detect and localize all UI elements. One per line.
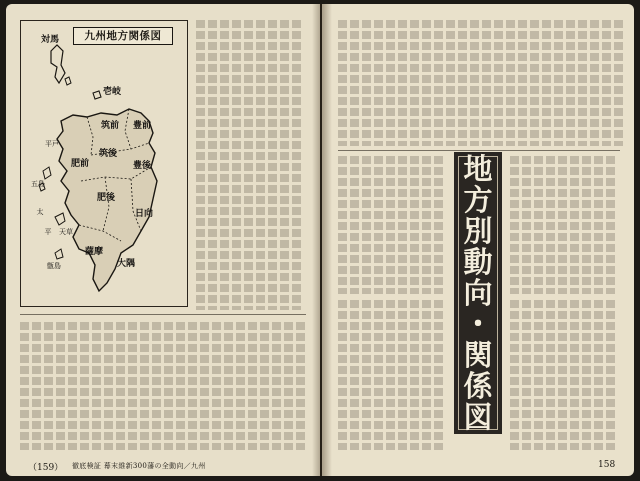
map-label-iki: 壱岐 [103, 87, 122, 97]
section-header-char: 地 [463, 151, 493, 186]
map-label-hirado: 平戸 [45, 140, 59, 148]
upper-right-text-block [338, 20, 622, 146]
kyushu-map [20, 20, 188, 307]
section-header-char: ・ [463, 306, 493, 341]
map-label-tsushima: 対馬 [41, 35, 60, 45]
section-header-char: 関 [463, 337, 493, 372]
map-label-osumi: 大隅 [117, 259, 136, 269]
map-label-chikugo: 筑後 [99, 149, 118, 159]
map-label-koshikijima: 甑島 [47, 262, 61, 270]
upper-left-text-block [196, 20, 304, 310]
right-page-number: 158 [598, 460, 616, 470]
map-label-sea-1: 太 [36, 208, 44, 216]
running-footer: 徹底検証 幕末維新300藩の全動向／九州 [72, 462, 206, 470]
lower-far-right-text-block [510, 300, 620, 450]
section-header-char: 係 [463, 368, 493, 403]
map-label-bungo: 豊後 [133, 161, 152, 171]
left-page [6, 4, 320, 476]
section-header-char: 動 [463, 244, 493, 279]
section-header-char: 別 [463, 213, 493, 248]
section-header-char: 向 [463, 275, 493, 310]
right-page [322, 4, 634, 476]
lower-left-text-block [20, 322, 306, 450]
section-header-char: 方 [463, 182, 493, 217]
map-label-hyuga: 日向 [135, 209, 154, 219]
map-label-satsuma: 薩摩 [85, 247, 104, 257]
map-label-hizen: 肥前 [71, 159, 90, 169]
middle-right-text-block [510, 156, 620, 294]
map-label-goto: 五島 [31, 180, 45, 188]
section-header [454, 152, 502, 434]
left-page-number: （159） [28, 463, 64, 473]
book-spread [6, 4, 634, 476]
book-gutter [312, 4, 332, 476]
map-title: 九州地方関係図 [73, 27, 173, 45]
middle-left-text-block [338, 156, 446, 294]
map-label-buzen: 豊前 [133, 121, 152, 131]
map-label-amakusa: 天草 [59, 228, 73, 236]
lower-right-text-block [338, 300, 446, 450]
left-page-divider [20, 314, 306, 315]
section-header-char: 図 [463, 399, 493, 434]
map-label-chikuzen: 筑前 [101, 121, 120, 131]
map-label-higo: 肥後 [97, 193, 116, 203]
right-page-divider [338, 150, 620, 151]
map-label-sea-2: 平 [44, 228, 52, 236]
